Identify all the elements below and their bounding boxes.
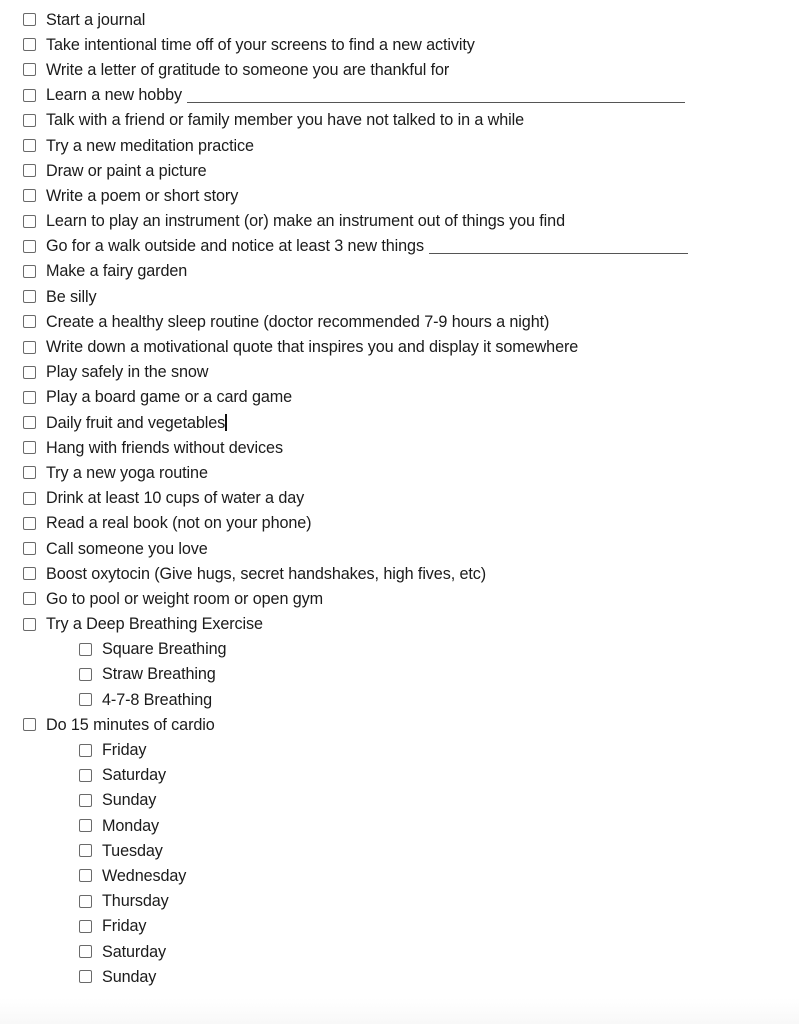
checklist-item [0, 612, 799, 637]
checklist-subitem [0, 788, 799, 813]
checklist-item [0, 309, 799, 334]
checklist-item-label[interactable]: Do 15 minutes of cardio [46, 715, 215, 734]
checklist-item-label[interactable]: Hang with friends without devices [46, 438, 283, 457]
checkbox-icon[interactable] [23, 189, 36, 202]
checkbox-icon[interactable] [79, 769, 92, 782]
checkbox-icon[interactable] [23, 215, 36, 228]
checkbox-icon[interactable] [23, 240, 36, 253]
checkbox-icon[interactable] [79, 744, 92, 757]
checklist-subitem [0, 813, 799, 838]
checklist-item-label[interactable]: Start a journal [46, 10, 146, 29]
checklist-item-label[interactable]: Write a poem or short story [46, 186, 239, 205]
checklist-subitem [0, 964, 799, 989]
checklist-subitem [0, 863, 799, 888]
checklist-item-label[interactable]: Square Breathing [102, 640, 227, 659]
checklist-item [0, 410, 799, 435]
checklist-item [0, 108, 799, 133]
checklist-item [0, 586, 799, 611]
checkbox-icon[interactable] [23, 290, 36, 303]
checklist-item-label[interactable]: Daily fruit and vegetables [46, 413, 226, 432]
checkbox-icon[interactable] [23, 38, 36, 51]
checkbox-icon[interactable] [23, 492, 36, 505]
checklist-item-label[interactable]: Play a board game or a card game [46, 388, 293, 407]
checkbox-icon[interactable] [23, 63, 36, 76]
checklist-item-label[interactable]: Call someone you love [46, 539, 208, 558]
fill-in-blank-line[interactable] [429, 239, 688, 254]
checklist-item-label[interactable]: Saturday [102, 942, 166, 961]
checklist-item-label[interactable]: Sunday [102, 791, 157, 810]
checklist-item-label[interactable]: Talk with a friend or family member you have not talked to in a while [46, 111, 525, 130]
checklist-item-label[interactable]: Learn a new hobby [46, 86, 182, 105]
checkbox-icon[interactable] [23, 517, 36, 530]
checkbox-icon[interactable] [79, 920, 92, 933]
checkbox-icon[interactable] [23, 542, 36, 555]
checkbox-icon[interactable] [23, 265, 36, 278]
checklist-item [0, 158, 799, 183]
checkbox-icon[interactable] [23, 139, 36, 152]
checkbox-icon[interactable] [79, 945, 92, 958]
checklist-item [0, 712, 799, 737]
checkbox-icon[interactable] [23, 13, 36, 26]
checklist-item [0, 133, 799, 158]
checklist-item-label[interactable]: Go for a walk outside and notice at least 3 new things [46, 237, 424, 256]
checklist-item-label[interactable]: Friday [102, 917, 147, 936]
checklist-item [0, 32, 799, 57]
checklist-item-label[interactable]: Write down a motivational quote that inspires you and display it somewhere [46, 338, 579, 357]
checklist-item [0, 435, 799, 460]
checkbox-icon[interactable] [23, 366, 36, 379]
checkbox-icon[interactable] [23, 164, 36, 177]
checklist-item [0, 209, 799, 234]
checklist-item-label[interactable]: Friday [102, 741, 147, 760]
checkbox-icon[interactable] [79, 869, 92, 882]
checkbox-icon[interactable] [79, 794, 92, 807]
checklist-item [0, 511, 799, 536]
checkbox-icon[interactable] [23, 341, 36, 354]
checklist-item-label[interactable]: Create a healthy sleep routine (doctor recommended 7-9 hours a night) [46, 312, 550, 331]
checklist-item-label[interactable]: Try a new yoga routine [46, 463, 208, 482]
checklist-item-label[interactable]: Straw Breathing [102, 665, 216, 684]
checklist-item-label[interactable]: Learn to play an instrument (or) make an instrument out of things you find [46, 212, 565, 231]
checklist [0, 7, 799, 989]
checklist-item [0, 536, 799, 561]
checklist-item [0, 561, 799, 586]
checklist-item [0, 460, 799, 485]
checkbox-icon[interactable] [23, 466, 36, 479]
checklist-item [0, 284, 799, 309]
checklist-item [0, 360, 799, 385]
checklist-subitem [0, 763, 799, 788]
checkbox-icon[interactable] [79, 668, 92, 681]
checklist-item [0, 486, 799, 511]
checkbox-icon[interactable] [23, 592, 36, 605]
checklist-item [0, 57, 799, 82]
checkbox-icon[interactable] [23, 567, 36, 580]
checklist-item-label[interactable]: Write a letter of gratitude to someone you are thankful for [46, 60, 450, 79]
checklist-subitem [0, 687, 799, 712]
checkbox-icon[interactable] [23, 391, 36, 404]
checklist-item-label[interactable]: Saturday [102, 766, 166, 785]
checkbox-icon[interactable] [23, 618, 36, 631]
checklist-subitem [0, 889, 799, 914]
checkbox-icon[interactable] [23, 114, 36, 127]
checklist-item-label[interactable]: Try a new meditation practice [46, 136, 254, 155]
checkbox-icon[interactable] [23, 441, 36, 454]
checkbox-icon[interactable] [23, 718, 36, 731]
checklist-subitem [0, 914, 799, 939]
checklist-item-label[interactable]: Monday [102, 816, 159, 835]
checkbox-icon[interactable] [79, 844, 92, 857]
checklist-item-label[interactable]: Play safely in the snow [46, 363, 209, 382]
checkbox-icon[interactable] [79, 895, 92, 908]
checkbox-icon[interactable] [79, 693, 92, 706]
checklist-item [0, 7, 799, 32]
checklist-item-label[interactable]: 4-7-8 Breathing [102, 690, 213, 709]
checklist-item-label[interactable]: Tuesday [102, 841, 163, 860]
checklist-item-label[interactable]: Take intentional time off of your screens to find a new activity [46, 35, 475, 54]
checklist-item-label[interactable]: Go to pool or weight room or open gym [46, 589, 324, 608]
checkbox-icon[interactable] [79, 970, 92, 983]
checkbox-icon[interactable] [79, 819, 92, 832]
checklist-item-label[interactable]: Read a real book (not on your phone) [46, 514, 312, 533]
page-bottom-edge [0, 998, 799, 1024]
checklist-item-label[interactable]: Wednesday [102, 866, 187, 885]
checklist-item [0, 334, 799, 359]
checklist-item-label[interactable]: Sunday [102, 967, 157, 986]
checkbox-icon[interactable] [23, 89, 36, 102]
checklist-item-label[interactable]: Thursday [102, 892, 169, 911]
checklist-subitem [0, 637, 799, 662]
checklist-item [0, 259, 799, 284]
fill-in-blank-line[interactable] [187, 88, 685, 103]
checklist-item-label[interactable]: Drink at least 10 cups of water a day [46, 489, 305, 508]
checklist-subitem [0, 939, 799, 964]
checklist-subitem [0, 838, 799, 863]
checklist-subitem [0, 662, 799, 687]
checkbox-icon[interactable] [79, 643, 92, 656]
checklist-subitem [0, 737, 799, 762]
checklist-item [0, 183, 799, 208]
checkbox-icon[interactable] [23, 416, 36, 429]
checklist-item [0, 234, 799, 259]
checklist-item [0, 385, 799, 410]
checklist-item-label[interactable]: Boost oxytocin (Give hugs, secret handshakes, high fives, etc) [46, 564, 487, 583]
checklist-item-label[interactable]: Be silly [46, 287, 97, 306]
checklist-item-label[interactable]: Try a Deep Breathing Exercise [46, 615, 263, 634]
checklist-item-label[interactable]: Draw or paint a picture [46, 161, 207, 180]
checkbox-icon[interactable] [23, 315, 36, 328]
checklist-item [0, 83, 799, 108]
text-cursor [225, 414, 227, 431]
checklist-item-label[interactable]: Make a fairy garden [46, 262, 188, 281]
